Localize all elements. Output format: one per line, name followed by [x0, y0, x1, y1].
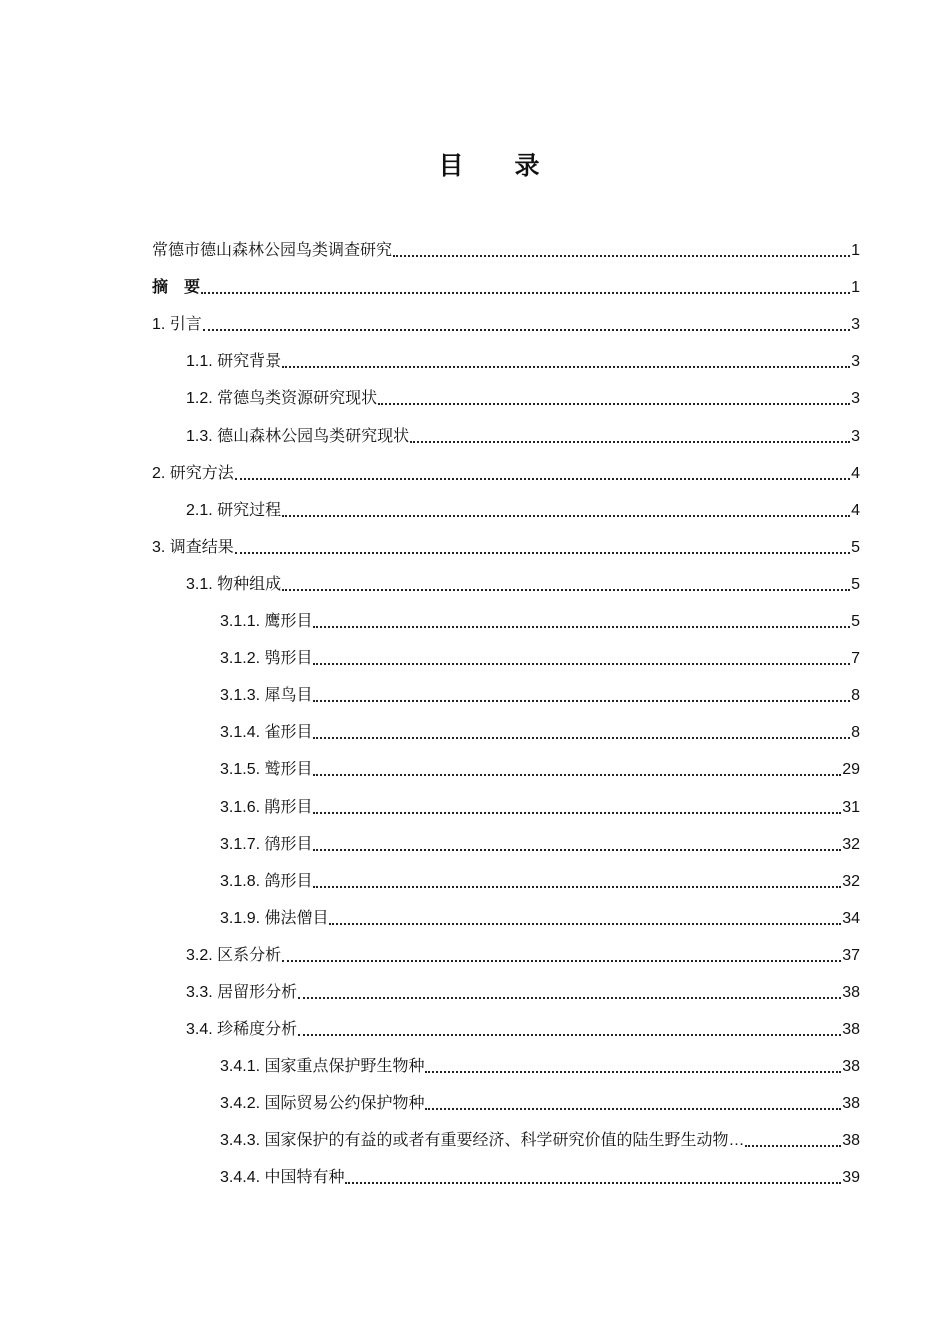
toc-entry-label: 2.1. 研究过程 — [186, 501, 282, 519]
toc-entry-label: 1.1. 研究背景 — [186, 353, 282, 371]
toc-entry[interactable] — [152, 930, 860, 967]
toc-entry[interactable] — [152, 299, 860, 336]
toc-entry-page: 32 — [842, 872, 860, 890]
toc-entry[interactable] — [152, 1115, 860, 1152]
toc-entry-page: 3 — [851, 390, 860, 408]
toc-entry-label: 3.4.3. 国家保护的有益的或者有重要经济、科学研究价值的陆生野生动物… — [220, 1132, 745, 1150]
toc-entry-page: 5 — [851, 575, 860, 593]
dot-leader — [235, 478, 850, 480]
toc-entry[interactable] — [152, 448, 860, 485]
dot-leader — [313, 886, 841, 888]
toc-entry-page: 34 — [842, 909, 860, 927]
toc-entry-page: 1 — [851, 242, 860, 260]
dot-leader — [313, 663, 850, 665]
toc-entry-page: 4 — [851, 501, 860, 519]
dot-leader — [235, 552, 850, 554]
toc-entry-page: 5 — [851, 613, 860, 631]
toc-entry-label: 3.1.3. 犀鸟目 — [220, 687, 313, 705]
toc-entry-label: 1. 引言 — [152, 316, 202, 334]
toc-entry-label: 3.3. 居留形分析 — [186, 983, 298, 1001]
toc-entry-label: 1.2. 常德鸟类资源研究现状 — [186, 390, 378, 408]
toc-entry-page: 39 — [842, 1169, 860, 1187]
toc-entry[interactable] — [152, 522, 860, 559]
dot-leader — [298, 1034, 841, 1036]
toc-entry-label: 摘 要 — [152, 279, 201, 297]
dot-leader — [298, 997, 841, 999]
toc-entry-label: 3.4. 珍稀度分析 — [186, 1021, 298, 1039]
toc-entry[interactable] — [152, 410, 860, 447]
toc-entry-page: 5 — [851, 538, 860, 556]
toc-entry-label: 3.2. 区系分析 — [186, 946, 282, 964]
toc-entry[interactable] — [152, 485, 860, 522]
toc-entry-label: 3. 调查结果 — [152, 538, 234, 556]
toc-entry[interactable] — [152, 1004, 860, 1041]
toc-title: 目 录 — [438, 152, 562, 180]
dot-leader — [282, 960, 841, 962]
toc-entry[interactable] — [152, 1041, 860, 1078]
toc-entry-page: 3 — [851, 353, 860, 371]
toc-entry-label: 3.1.5. 鹫形目 — [220, 761, 313, 779]
toc-entry-page: 38 — [842, 983, 860, 1001]
toc-entry-label: 3.1.4. 雀形目 — [220, 724, 313, 742]
toc-entry-label: 3.1.6. 鹃形目 — [220, 798, 313, 816]
dot-leader — [393, 255, 850, 257]
toc-entry-page: 1 — [851, 279, 860, 297]
toc-entry-page: 38 — [842, 1132, 860, 1150]
toc-entry[interactable] — [152, 670, 860, 707]
toc-entry-page: 4 — [851, 464, 860, 482]
toc-entry[interactable] — [152, 1152, 860, 1189]
toc-entry[interactable] — [152, 707, 860, 744]
toc-entry-page: 38 — [842, 1058, 860, 1076]
dot-leader — [282, 515, 850, 517]
toc-entry[interactable] — [152, 596, 860, 633]
toc-entry-page: 38 — [842, 1095, 860, 1113]
toc-entry-label: 1.3. 德山森林公园鸟类研究现状 — [186, 427, 410, 445]
toc-entry[interactable] — [152, 893, 860, 930]
toc-entry[interactable] — [152, 373, 860, 410]
toc-entry[interactable] — [152, 744, 860, 781]
toc-entry-page: 3 — [851, 427, 860, 445]
toc-entry-label: 3.1. 物种组成 — [186, 575, 282, 593]
dot-leader — [313, 849, 841, 851]
toc-entry-page: 8 — [851, 724, 860, 742]
toc-entry[interactable] — [152, 856, 860, 893]
toc-entry-page: 29 — [842, 761, 860, 779]
toc-entry[interactable] — [152, 262, 860, 299]
toc-entry[interactable] — [152, 633, 860, 670]
toc-entry-page: 3 — [851, 316, 860, 334]
toc-entry-label: 2. 研究方法 — [152, 464, 234, 482]
toc-entry-page: 8 — [851, 687, 860, 705]
toc-entry-label: 3.1.8. 鸽形目 — [220, 872, 313, 890]
toc-entry[interactable] — [152, 225, 860, 262]
toc-entry-label: 常德市德山森林公园鸟类调查研究 — [152, 242, 393, 260]
dot-leader — [378, 403, 850, 405]
toc-entry-page: 31 — [842, 798, 860, 816]
toc-entry[interactable] — [152, 1078, 860, 1115]
dot-leader — [313, 812, 841, 814]
toc-entry-label: 3.1.7. 鸻形目 — [220, 835, 313, 853]
dot-leader — [313, 700, 850, 702]
dot-leader — [313, 737, 850, 739]
toc-entry[interactable] — [152, 819, 860, 856]
toc-entry[interactable] — [152, 781, 860, 818]
dot-leader — [203, 329, 850, 331]
dot-leader — [313, 626, 850, 628]
toc-entry-page: 37 — [842, 946, 860, 964]
dot-leader — [745, 1145, 841, 1147]
toc-entry-label: 3.1.9. 佛法僧目 — [220, 909, 329, 927]
toc-entry[interactable] — [152, 559, 860, 596]
toc-entry-label: 3.4.4. 中国特有种 — [220, 1169, 345, 1187]
dot-leader — [410, 441, 850, 443]
dot-leader — [282, 366, 850, 368]
toc-entry-page: 38 — [842, 1021, 860, 1039]
toc-entry-label: 3.4.2. 国际贸易公约保护物种 — [220, 1095, 425, 1113]
dot-leader — [425, 1108, 841, 1110]
toc-entry-page: 32 — [842, 835, 860, 853]
toc-entry[interactable] — [152, 967, 860, 1004]
toc-entry-page: 7 — [851, 650, 860, 668]
dot-leader — [201, 292, 850, 294]
table-of-contents — [152, 225, 860, 1189]
dot-leader — [282, 589, 850, 591]
dot-leader — [313, 774, 841, 776]
dot-leader — [425, 1071, 841, 1073]
toc-entry-label: 3.1.1. 鹰形目 — [220, 613, 313, 631]
dot-leader — [345, 1182, 841, 1184]
dot-leader — [329, 923, 841, 925]
toc-entry[interactable] — [152, 336, 860, 373]
toc-entry-label: 3.1.2. 鸮形目 — [220, 650, 313, 668]
toc-entry-label: 3.4.1. 国家重点保护野生物种 — [220, 1058, 425, 1076]
